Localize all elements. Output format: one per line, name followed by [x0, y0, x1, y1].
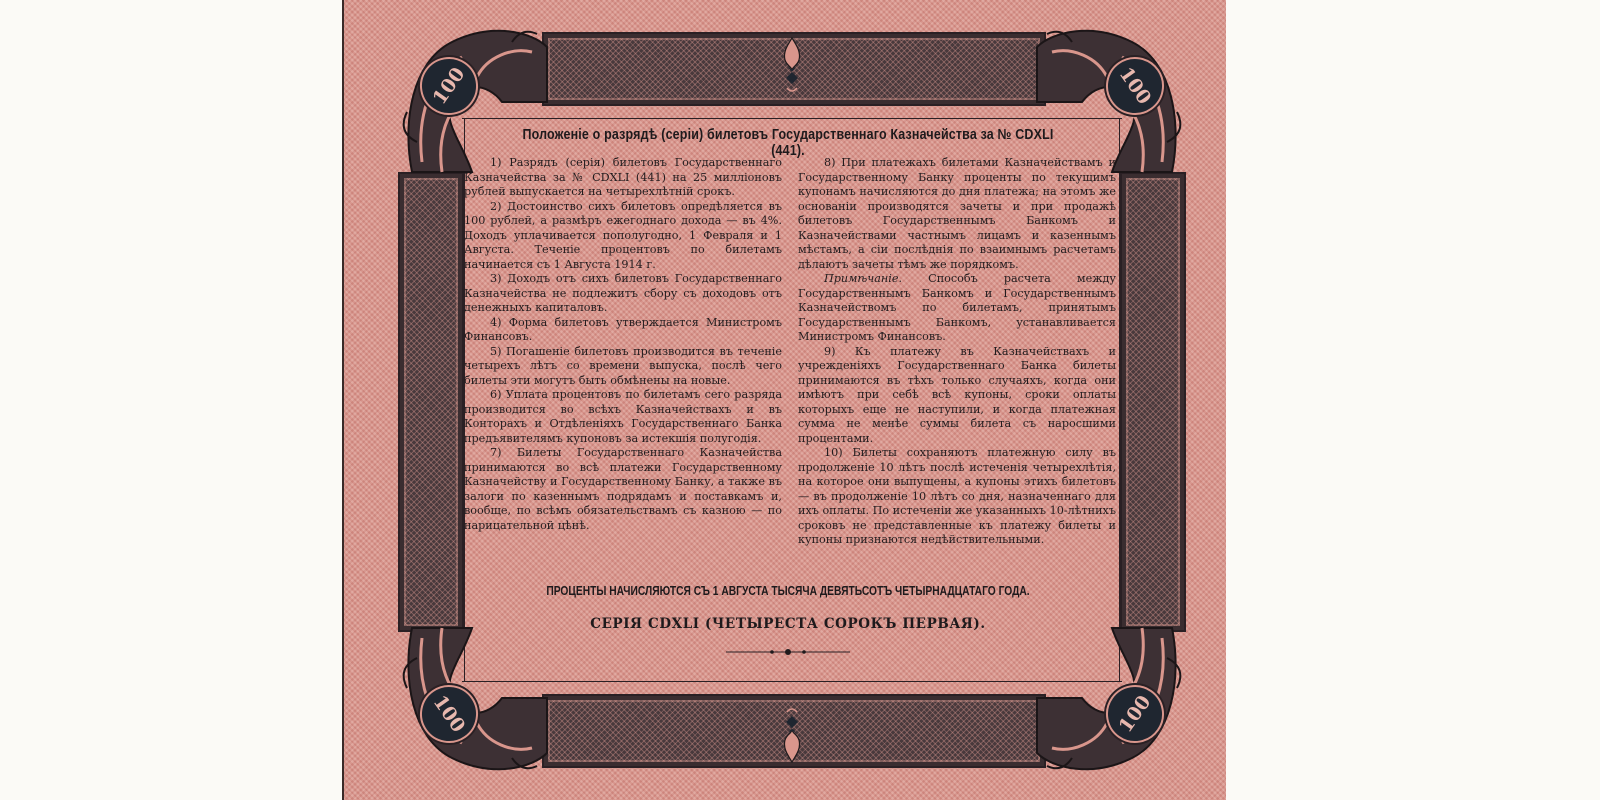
clause-5: 5) Погашенiе билетовъ производится въ теченiе четырехъ лѣтъ со времени выпуска, послѣ чего билеты эти могутъ быть обмѣнены на новые. — [464, 344, 782, 387]
palmette-ornament-icon — [777, 36, 807, 96]
note-paragraph — [798, 272, 1116, 345]
note-text: Способъ расчета между Государственнымъ Банкомъ и Государственнымъ Казначействомъ по билетамъ, принятымъ Государственнымъ Банкомъ, устанавливается Министромъ Финансовъ. — [798, 272, 1116, 343]
frame-band-right — [1120, 172, 1186, 632]
clause-6: 6) Уплата процентовъ по билетамъ сего разряда производится во всѣхъ Казначействахъ и въ Конторахъ и Отдѣленiяхъ Государственнаго Банка предъявителямъ купоновъ за истекшiя полугодiя. — [464, 388, 782, 445]
interest-accrual-line: ПРОЦЕНТЫ НАЧИСЛЯЮТСЯ СЪ 1 АВГУСТА ТЫСЯЧА ДЕВЯТЬСОТЪ ЧЕТЫРНАДЦАТАГО ГОДА. — [546, 584, 1030, 598]
note-label: Примѣчанiе. — [824, 272, 903, 285]
clause-4: 4) Форма билетовъ утверждается Министромъ Финансовъ. — [464, 315, 782, 343]
divider-ornament-icon — [726, 648, 850, 656]
clause-8: 8) При платежахъ билетами Казначействамъ и Государственному Банку проценты по текущимъ купонамъ начисляются до дня платежа; на этомъ же основанiи производятся зачеты и при продажѣ билетовъ Государственнымъ Банкомъ и Казначействами частнымъ лицамъ и казеннымъ мѣстамъ, а сiи послѣднiя по взаимнымъ расчетамъ дѣлаютъ зачеты тѣмъ же порядкомъ. — [798, 156, 1116, 271]
denomination-text: 100 — [1114, 63, 1156, 109]
clause-1: 1) Разрядъ (серiя) билетовъ Государственнаго Казначейства за № CDXLI (441) на 25 миллiоновъ рублей выпускается на четырехлѣтнiй срокъ. — [464, 156, 782, 198]
terms-left-column — [464, 156, 782, 533]
document-title: Положенiе о разрядѣ (серiи) билетовъ Государственнаго Казначейства за № CDXLI (441). — [522, 127, 1054, 159]
text-panel — [464, 100, 1116, 660]
palmette-ornament-icon — [777, 704, 807, 764]
denomination-text: 100 — [428, 691, 470, 737]
denomination-text: 100 — [428, 63, 470, 109]
clause-7: 7) Билеты Государственнаго Казначейства принимаются во всѣ платежи Государственному Казначейству и Государственному Банку, а также въ залоги по казеннымъ подрядамъ и поставкамъ и, вообще, по всѣмъ обязательствамъ съ казною — по нарицательной цѣнѣ. — [464, 446, 782, 532]
frame-rule — [462, 681, 1122, 682]
treasury-note-reverse — [342, 0, 1226, 800]
denomination-text: 100 — [1114, 691, 1156, 737]
frame-band-left — [398, 172, 464, 632]
terms-right-column — [798, 156, 1116, 548]
clause-3: 3) Доходъ отъ сихъ билетовъ Государственнаго Казначейства не подлежитъ сбору съ доходовъ отъ денежныхъ капиталовъ. — [464, 272, 782, 314]
clause-9: 9) Къ платежу въ Казначействахъ и учрежденiяхъ Государственнаго Банка билеты принимаются въ тѣхъ только случаяхъ, когда они имѣютъ при себѣ всѣ купоны, сроки оплаты которыхъ еще не наступили, и когда платежная сумма не менѣе суммы билета съ наросшими процентами. — [798, 344, 1116, 445]
clause-10: 10) Билеты сохраняютъ платежную силу въ продолженiе 10 лѣтъ послѣ истеченiя четырехлѣтiя, на которое они выпущены, а купоны этихъ билетовъ — въ продолженiе 10 лѣтъ со дня, назначеннаго для ихъ оплаты. По истеченiи же указанныхъ 10-лѣтнихъ сроковъ не представленные къ платежу билеты и купоны признаются недѣйствительными. — [798, 446, 1116, 546]
series-line: СЕРIЯ CDXLI (ЧЕТЫРЕСТА СОРОКЪ ПЕРВАЯ). — [590, 616, 986, 632]
clause-2: 2) Достоинство сихъ билетовъ опредѣляется въ 100 рублей, а размѣръ ежегоднаго дохода — въ 4%. Доходъ уплачивается пополугодно, 1 Февраля и 1 Августа. Теченiе процентовъ по билетамъ начинается съ 1 Августа 1914 г. — [464, 199, 782, 271]
